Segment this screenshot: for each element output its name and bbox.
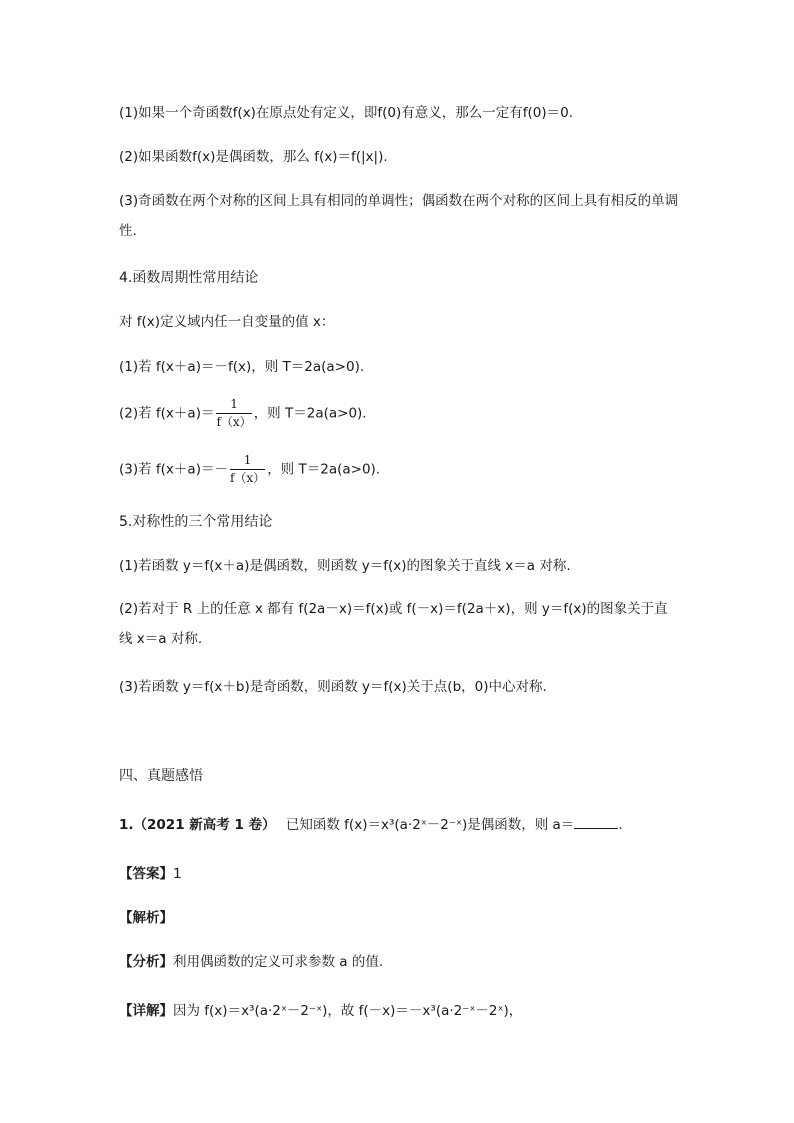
fraction-numerator: 1 [230,452,265,470]
analysis-label: 【解析】 [119,910,173,926]
period-intro: 对 f(x)定义域内任一自变量的值 x： [119,314,335,330]
symmetry-heading: 5.对称性的三个常用结论 [119,514,273,530]
fraction-numerator: 1 [216,396,251,414]
period-heading: 4.函数周期性常用结论 [119,270,259,286]
fraction [230,452,265,487]
answer-label: 【答案】 [119,866,173,882]
period-case-3-tail: ，则 T＝2a(a>0). [267,461,381,478]
symmetry-2: (2)若对于 R 上的任意 x 都有 f(2a－x)＝f(x)或 f(－x)＝f(2a＋x)，则 y＝f(x)的图象关于直线 x＝a 对称. [119,601,668,647]
fraction-denominator: f（x） [229,471,266,485]
property-2: (2)如果函数f(x)是偶函数，那么 f(x)＝f(|x|). [119,149,388,165]
answer-blank [574,814,618,829]
fenxi-line [119,952,383,972]
problem-statement: 已知函数 f(x)＝x³(a·2ˣ－2⁻ˣ)是偶函数，则 a＝ [285,817,575,833]
period-case-1: (1)若 f(x＋a)＝－f(x)，则 T＝2a(a>0). [119,359,365,375]
answer-value: 1 [173,866,182,882]
period-case-3 [119,452,380,487]
fraction-denominator: f（x） [216,415,252,429]
xiangjie-line [119,1001,522,1021]
section-heading: 四、真题感悟 [119,768,203,784]
answer-line [119,864,182,884]
fenxi-label: 【分析】 [119,954,173,970]
problem-end: . [618,817,623,833]
period-case-3-lead: (3)若 f(x＋a)＝－ [119,461,228,478]
fraction [216,396,251,431]
fenxi-text: 利用偶函数的定义可求参数 a 的值. [173,954,384,970]
property-1: (1)如果一个奇函数f(x)在原点处有定义，即f(0)有意义，那么一定有f(0)＝0. [119,105,574,121]
symmetry-3: (3)若函数 y＝f(x＋b)是奇函数，则函数 y＝f(x)关于点(b，0)中心对称. [119,679,547,695]
problem-label: 1.（2021 新高考 1 卷） [119,817,276,833]
xiangjie-label: 【详解】 [119,1003,173,1019]
xiangjie-text: 因为 f(x)＝x³(a·2ˣ－2⁻ˣ)，故 f(－x)＝－x³(a·2⁻ˣ－2ˣ)， [173,1003,523,1019]
property-3: (3)奇函数在两个对称的区间上具有相同的单调性；偶函数在两个对称的区间上具有相反的单调性. [119,193,679,239]
problem-1 [119,814,623,835]
symmetry-1: (1)若函数 y＝f(x＋a)是偶函数，则函数 y＝f(x)的图象关于直线 x＝a 对称. [119,558,571,574]
period-case-2 [119,396,367,431]
period-case-2-lead: (2)若 f(x＋a)＝ [119,405,215,422]
period-case-2-tail: ，则 T＝2a(a>0). [253,405,367,422]
